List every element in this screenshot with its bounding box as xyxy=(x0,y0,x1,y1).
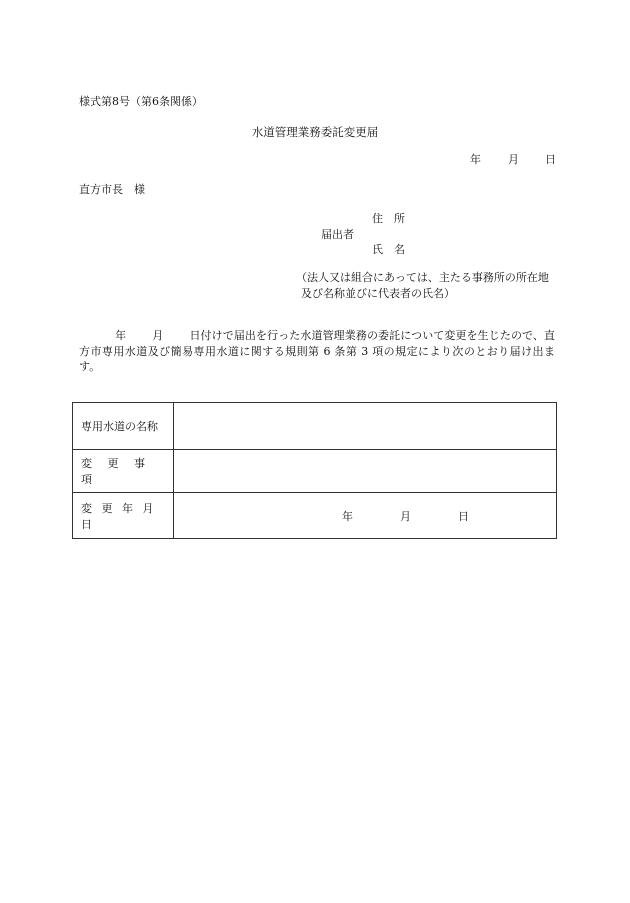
form-number: 様式第8号（第6条関係） xyxy=(79,95,203,108)
body-text: 日付けで届出を行った水道管理業務の委託について変更を生じたので、直方市専用水道及び簡易専用水道に関する規則第 6 条第 3 項の規定により次のとおり届け出ます。 xyxy=(79,329,555,373)
change-date-day-label: 日 xyxy=(458,509,469,523)
body-year-label: 年 xyxy=(115,329,127,342)
document-title: 水道管理業務委託変更届 xyxy=(251,125,379,139)
date-month-label: 月 xyxy=(508,153,519,166)
date-day-label: 日 xyxy=(545,153,556,166)
addressee: 直方市長 様 xyxy=(79,183,145,196)
table-row xyxy=(73,450,557,493)
body-month-label: 月 xyxy=(152,329,164,342)
change-details-table xyxy=(72,402,557,539)
applicant-label: 届出者 xyxy=(321,228,354,241)
change-items-label: 変 更 事 項 xyxy=(73,450,174,493)
table-row xyxy=(73,403,557,450)
submission-date-line xyxy=(470,153,556,167)
change-date-year-label: 年 xyxy=(342,509,353,523)
corporate-note-line-1: （法人又は組合にあっては、主たる事務所の所在地 xyxy=(296,271,549,284)
change-items-field[interactable] xyxy=(174,450,557,493)
change-date-field[interactable] xyxy=(174,493,557,539)
body-paragraph xyxy=(79,328,555,375)
table-row xyxy=(73,493,557,539)
water-supply-name-field[interactable] xyxy=(174,403,557,450)
date-year-label: 年 xyxy=(470,153,481,166)
change-date-label: 変 更 年 月 日 xyxy=(73,493,174,539)
address-label: 住 所 xyxy=(372,212,405,225)
change-date-month-label: 月 xyxy=(400,509,411,523)
corporate-note-line-2: 及び名称並びに代表者の氏名） xyxy=(301,287,455,300)
name-label: 氏 名 xyxy=(372,243,405,256)
water-supply-name-label: 専用水道の名称 xyxy=(73,403,174,450)
